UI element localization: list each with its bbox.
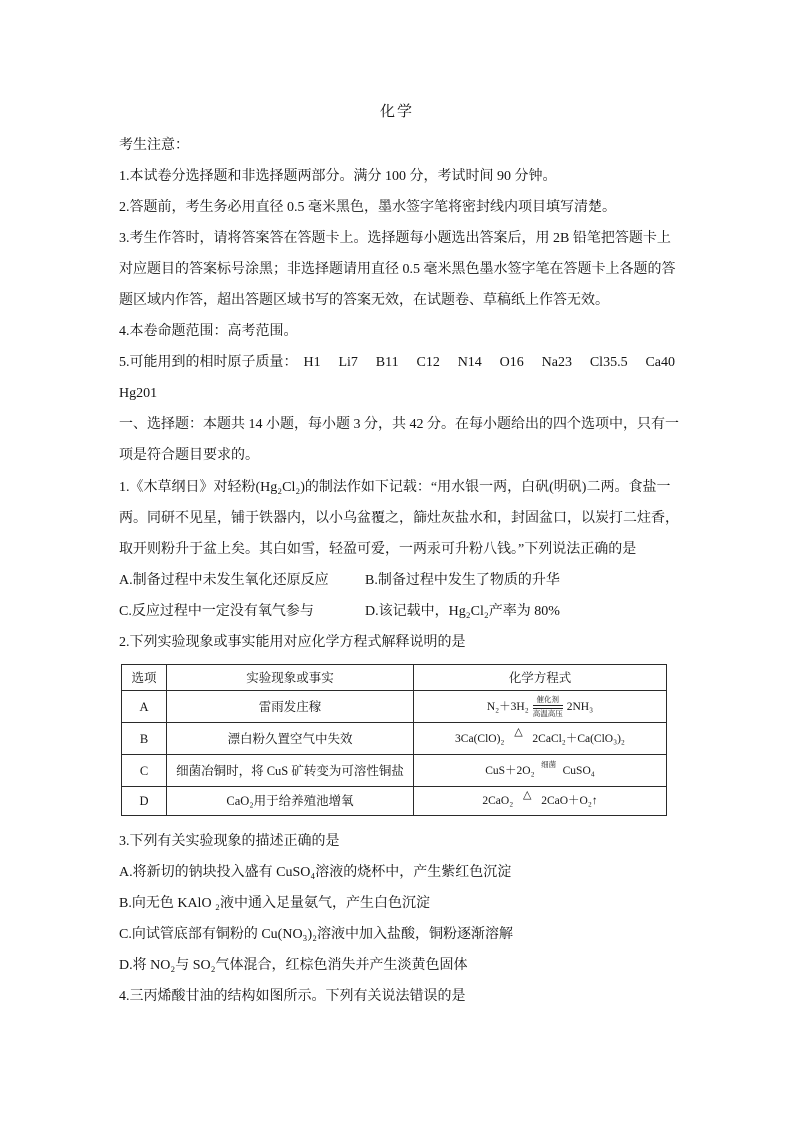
question-2-stem: 2.下列实验现象或事实能用对应化学方程式解释说明的是 [119,635,466,650]
element-mass: H1 [303,355,321,370]
atomic-mass-continuation: Hg201 [119,386,158,401]
reversible-arrow [533,705,563,709]
table-header-cell: 实验现象或事实 [167,665,414,691]
notice-line: 对应题目的答案标号涂黑；非选择题请用直径 0.5 毫米黑色墨水签字笔在答题卡上各题的答 [119,262,676,277]
exam-content [119,130,679,1012]
atomic-mass-line [119,347,675,378]
equation-cell [414,723,667,755]
equation-cell [414,691,667,723]
condition-below: 高温高压 [532,708,563,718]
option-c: C.向试管底部有铜粉的 Cu(NO₃)₂溶液中加入盐酸，铜粉逐渐溶解 [119,927,513,942]
option-cell: A [122,691,167,723]
atomic-mass-list [304,347,676,378]
equation-cell [414,787,667,816]
question-3 [119,826,675,981]
option-c: C.反应过程中一定没有氧气参与 [119,604,314,619]
condition-above: △ [522,788,532,801]
question-4-stem: 4.三丙烯酸甘油的结构如图所示。下列有关说法错误的是 [119,989,466,1004]
section-heading-line: 一、选择题：本题共 14 小题，每小题 3 分，共 42 分。在每小题给出的四个选项中，只有一 [119,417,679,432]
notice-line: 3.考生作答时，请将答案答在答题卡上。选择题每小题选出答案后，用 2B 铅笔把答题卡上 [119,231,671,246]
fact-cell: CaO₂用于给养殖池增氧 [167,787,414,816]
option-cell: B [122,723,167,755]
reaction-condition [508,727,528,750]
condition-above: 细菌 [541,759,557,769]
condition-gap [517,802,537,804]
equation-cell [414,755,667,787]
element-mass: Li7 [338,355,358,370]
equation-left: 2CaO₂ [482,795,514,807]
equation-right: 2NH₃ [566,700,594,713]
section-heading-line: 项是符合题目要求的。 [119,448,259,463]
fact-cell: 漂白粉久置空气中失效 [167,723,414,755]
atomic-mass-label: 5.可能用到的相时原子质量： [119,355,298,370]
element-mass: B11 [375,355,399,370]
question-1-line: 取开则粉升于盆上矣。其白如雪，轻盈可爱，一两汞可升粉八钱。”下列说法正确的是 [119,542,637,557]
equation-left: CuS＋2O₂ [485,764,535,777]
element-mass: C12 [416,355,440,370]
option-b: B.制备过程中发生了物质的升华 [365,573,560,588]
option-d: D.将 NO₂与 SO₂气体混合，红棕色消失并产生淡黄色固体 [119,958,468,973]
chemical-equation [487,696,593,718]
reaction-condition [533,696,563,718]
notice-line: 4.本卷命题范围：高考范围。 [119,324,298,339]
equation-right: 2CaCl₂＋Ca(ClO₃)₂ [532,732,625,745]
option-a: A.将新切的钠块投入盛有 CuSO₄溶液的烧杯中，产生紫红色沉淀 [119,865,512,880]
notice-line: 2.答题前，考生务必用直径 0.5 毫米黑色，墨水签字笔将密封线内项目填写清楚。 [119,200,616,215]
notice-heading: 考生注意： [119,138,189,153]
page-title: 化学 [379,104,414,120]
chemical-equation [482,790,597,813]
table-header-cell: 选项 [122,665,167,691]
table-header-cell: 化学方程式 [414,665,667,691]
option-cell: C [122,755,167,787]
condition-gap [539,770,559,772]
option-b: B.向无色 KAlO ₂液中通入足量氨气，产生白色沉淀 [119,896,430,911]
table-row [122,691,667,723]
table-row [122,755,667,787]
element-mass: O16 [499,355,524,370]
element-mass: Na23 [541,355,572,370]
element-mass: Ca40 [645,355,675,370]
reaction-condition [539,761,559,781]
notice-line: 题区域内作答，超出答题区域书写的答案无效，在试题卷、草稿纸上作答无效。 [119,293,609,308]
condition-above: 催化剂 [536,694,559,704]
question-1-line: 1.《木草纲日》对轻粉(Hg₂Cl₂)的制法作如下记载：“用水银一两，白矾(明矾)二两。食盐一 [119,480,671,495]
option-a: A.制备过程中未发生氧化还原反应 [119,573,329,588]
table-row [122,723,667,755]
table-row [122,787,667,816]
reaction-condition [517,790,537,813]
fact-cell: 细菌冶铜时，将 CuS 矿转变为可溶性铜盐 [167,755,414,787]
question-1-line: 两。同研不见星，铺于铁器内，以小乌盆覆之，篩灶灰盐水和，封固盆口，以炭打二炷香， [119,511,679,526]
question-1 [119,472,679,627]
table-header-row [122,665,667,691]
equation-right: 2CaO＋O₂↑ [541,795,598,807]
option-cell: D [122,787,167,816]
option-d: D.该记载中，Hg₂Cl₂产率为 80% [365,604,560,619]
question-3-stem: 3.下列有关实验现象的描述正确的是 [119,834,340,849]
question-1-options-row [119,596,675,627]
element-mass: Cl35.5 [589,355,628,370]
condition-above: △ [514,726,523,738]
chemical-equation [485,761,595,781]
notice-line: 1.本试卷分选择题和非选择题两部分。满分 100 分，考试时间 90 分钟。 [119,169,557,184]
fact-cell: 雷雨发庄稼 [167,691,414,723]
question-1-options-row [119,565,675,596]
reaction-table [121,664,667,816]
chemical-equation [455,727,625,750]
condition-gap [508,739,528,741]
equation-left: 3Ca(ClO)₂ [455,732,505,745]
equation-right: CuSO₄ [562,764,595,777]
equation-left: N₂＋3H₂ [486,700,529,713]
element-mass: N14 [457,355,482,370]
